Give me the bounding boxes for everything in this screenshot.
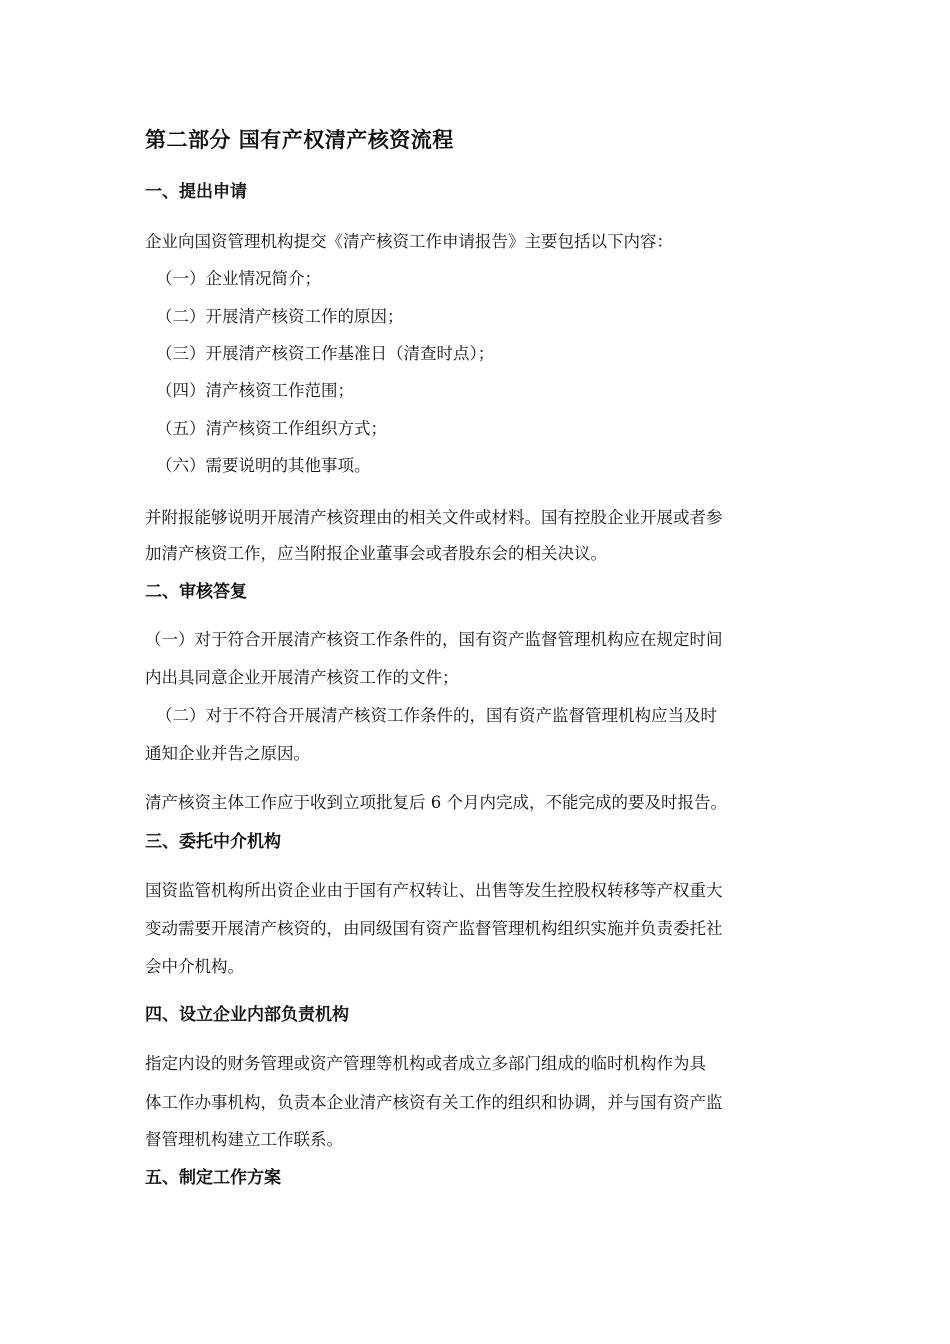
section-heading-work-plan: 五、制定工作方案 [145,1168,281,1188]
section-heading-apply: 一、提出申请 [145,182,247,202]
list-item: （一）企业情况简介； [156,269,321,288]
paragraph-line: 指定内设的财务管理或资产管理等机构或者成立多部门组成的临时机构作为具 [145,1054,706,1073]
paragraph-line: 通知企业并告之原因。 [145,744,310,763]
list-item: （三）开展清产核资工作基准日（清查时点）； [156,344,495,363]
paragraph-line: 加清产核资工作，应当附报企业董事会或者股东会的相关决议。 [145,544,607,563]
page-title: 第二部分 国有产权清产核资流程 [145,128,454,152]
paragraph-line: 企业向国资管理机构提交《清产核资工作申请报告》主要包括以下内容： [145,232,673,251]
list-item: （二）开展清产核资工作的原因； [156,307,404,326]
paragraph-line: 会中介机构。 [145,957,244,976]
paragraph-line: 并附报能够说明开展清产核资理由的相关文件或材料。国有控股企业开展或者参 [145,508,723,527]
paragraph-line: 督管理机构建立工作联系。 [145,1130,343,1149]
paragraph-line: 内出具同意企业开展清产核资工作的文件； [145,668,459,687]
list-item: （四）清产核资工作范围； [156,381,354,400]
paragraph-line: 变动需要开展清产核资的，由同级国有资产监督管理机构组织实施并负责委托社 [145,919,723,938]
list-item: （六）需要说明的其他事项。 [156,456,371,475]
paragraph-line: （一）对于符合开展清产核资工作条件的，国有资产监督管理机构应在规定时间 [145,630,723,649]
section-heading-internal-unit: 四、设立企业内部负责机构 [145,1005,349,1025]
paragraph-line: 体工作办事机构，负责本企业清产核资有关工作的组织和协调，并与国有资产监 [145,1093,723,1112]
paragraph-line: 清产核资主体工作应于收到立项批复后 6 个月内完成，不能完成的要及时报告。 [145,793,727,812]
list-item: （五）清产核资工作组织方式； [156,419,387,438]
paragraph-line: （二）对于不符合开展清产核资工作条件的，国有资产监督管理机构应当及时 [156,706,717,725]
paragraph-line: 国资监管机构所出资企业由于国有产权转让、出售等发生控股权转移等产权重大 [145,881,723,900]
section-heading-review: 二、审核答复 [145,582,247,602]
section-heading-agency: 三、委托中介机构 [145,832,281,852]
